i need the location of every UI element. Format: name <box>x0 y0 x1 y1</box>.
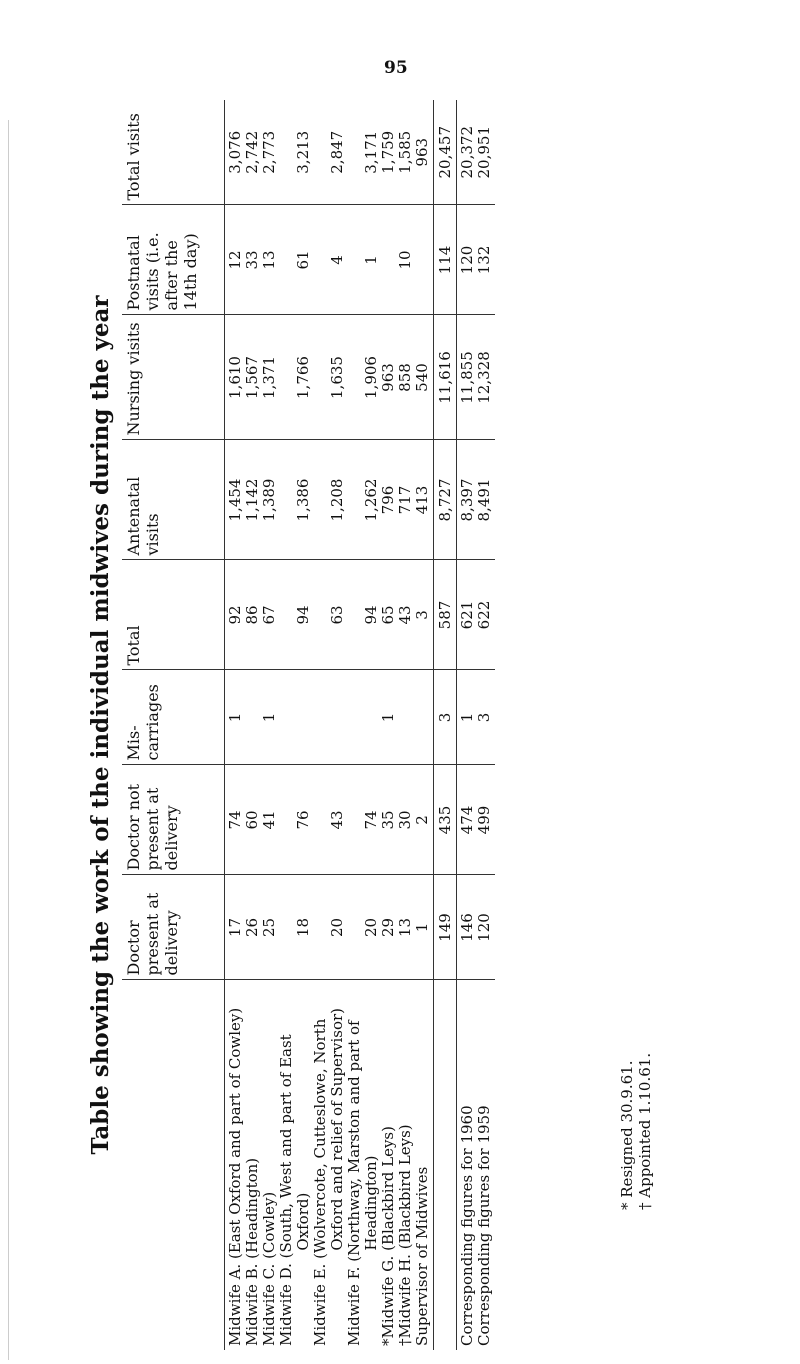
cell: 18 <box>294 917 312 938</box>
cell <box>278 320 295 436</box>
cell <box>346 210 363 311</box>
col-antenatal <box>225 440 434 560</box>
cell: 963 <box>379 363 397 392</box>
row-name: Midwife E. (Wolvercote, Cutteslowe, North <box>311 1018 329 1346</box>
row-name: *Midwife G. (Blackbird Leys) <box>379 1126 397 1346</box>
col-postnatal <box>225 205 434 315</box>
cell: 20 <box>328 917 346 938</box>
cell: 540 <box>413 363 431 392</box>
cell: 622 <box>475 600 493 630</box>
cell: 1,759 <box>379 130 397 174</box>
corresponding-labels <box>457 980 496 1350</box>
cell: 1,208 <box>328 478 346 522</box>
cell: 26 <box>243 917 261 938</box>
header-total: Total <box>122 560 225 670</box>
cell: 43 <box>328 810 346 830</box>
cell: 120 <box>458 245 476 275</box>
cell: 30 <box>396 810 414 830</box>
cell: 1,610 <box>226 356 244 399</box>
cell: 12 <box>226 250 244 270</box>
row-name: Oxford) <box>294 1192 312 1346</box>
cell <box>312 565 329 666</box>
corr-total <box>457 560 496 670</box>
cell: 17 <box>226 917 244 938</box>
cell <box>380 210 397 311</box>
cell: 1,585 <box>396 130 414 174</box>
col-miscarriages <box>225 670 434 765</box>
total-miscarriages: 3 <box>434 670 457 765</box>
cell <box>278 770 295 871</box>
cell: 13 <box>396 917 414 938</box>
cell: 41 <box>260 810 278 830</box>
cell <box>346 675 363 761</box>
row-name: Midwife C. (Cowley) <box>260 1191 278 1346</box>
header-postnatal: Postnatal visits (i.e. after the 14th day) <box>122 205 225 315</box>
cell: 1 <box>379 712 397 723</box>
row-name: †Midwife H. (Blackbird Leys) <box>396 1124 414 1346</box>
cell: 963 <box>413 137 431 167</box>
scan-edge-line <box>8 120 9 1360</box>
row-name: Supervisor of Midwives <box>413 1166 431 1346</box>
cell: 4 <box>328 255 346 265</box>
cell: 1,389 <box>260 478 278 522</box>
header-miscarriages: Mis-carriages <box>122 670 225 765</box>
cell: 29 <box>379 917 397 938</box>
cell: 120 <box>475 913 493 942</box>
cell: 74 <box>226 810 244 830</box>
cell: 1,635 <box>328 356 346 399</box>
cell: 1,371 <box>260 356 278 399</box>
cell: 1,567 <box>243 356 261 399</box>
cell: 1,142 <box>243 478 261 522</box>
cell: 35 <box>379 810 397 830</box>
cell: 61 <box>294 250 312 270</box>
cell: 1,386 <box>294 478 312 522</box>
total-total-visits: 20,457 <box>434 100 457 205</box>
cell: 92 <box>226 605 244 625</box>
footnote-resigned: * Resigned 30.9.61. <box>618 1060 636 1210</box>
cell <box>346 445 363 556</box>
corr-doctor-not-present <box>457 765 496 875</box>
row-name: Midwife B. (Headington) <box>243 1157 261 1346</box>
row-name: Headington) <box>362 1155 380 1346</box>
cell: 10 <box>396 250 414 270</box>
cell: 1,906 <box>362 356 380 399</box>
cell: 717 <box>396 485 414 515</box>
header-nursing: Nursing visits <box>122 315 225 440</box>
cell: 1,454 <box>226 478 244 522</box>
cell <box>312 675 329 761</box>
midwife-rows-block <box>225 100 434 1350</box>
total-doctor-present: 149 <box>434 875 457 980</box>
corr-antenatal <box>457 440 496 560</box>
corr-miscarriages <box>457 670 496 765</box>
cell <box>278 880 295 976</box>
header-antenatal: Antenatal visits <box>122 440 225 560</box>
total-antenatal: 8,727 <box>434 440 457 560</box>
cell: 12,328 <box>475 351 493 404</box>
cell: 25 <box>260 917 278 938</box>
cell: 13 <box>260 250 278 270</box>
row-name: Midwife F. (Northway, Marston and part of <box>345 1020 363 1346</box>
col-name <box>225 980 434 1350</box>
cell <box>397 675 414 761</box>
col-total-visits <box>225 100 434 205</box>
cell: 8,397 <box>458 478 476 522</box>
cell <box>312 210 329 311</box>
total-total: 587 <box>434 560 457 670</box>
totals-row <box>434 100 457 1350</box>
cell: 94 <box>294 605 312 625</box>
cell: 65 <box>379 605 397 625</box>
cell: 2,847 <box>328 130 346 174</box>
cell <box>278 675 295 761</box>
cell <box>295 675 312 761</box>
cell: 33 <box>243 250 261 270</box>
cell <box>346 565 363 666</box>
cell <box>278 104 295 201</box>
cell: 3,213 <box>294 130 312 174</box>
cell: 146 <box>458 913 476 942</box>
cell <box>312 320 329 436</box>
table-caption: Table showing the work of the individual midwives during the year <box>87 295 114 1155</box>
corresponding-label: Corresponding figures for 1960 <box>458 1105 476 1346</box>
cell: 20 <box>362 917 380 938</box>
corr-total-visits <box>457 100 496 205</box>
header-row <box>122 100 225 1350</box>
total-postnatal: 114 <box>434 205 457 315</box>
cell: 94 <box>362 605 380 625</box>
cell: 3,076 <box>226 130 244 174</box>
col-total <box>225 560 434 670</box>
cell: 1 <box>362 255 380 265</box>
cell: 796 <box>379 485 397 515</box>
cell: 76 <box>294 810 312 830</box>
footnotes <box>618 950 658 1210</box>
cell: 1,262 <box>362 478 380 522</box>
rotated-table-block <box>80 100 540 1350</box>
totals-label <box>434 980 457 1350</box>
cell <box>278 210 295 311</box>
cell: 74 <box>362 810 380 830</box>
cell: 2,773 <box>260 130 278 174</box>
cell <box>312 104 329 201</box>
cell: 3 <box>413 610 431 620</box>
cell <box>244 675 261 761</box>
header-doctor-present: Doctor present at delivery <box>122 875 225 980</box>
cell: 20,372 <box>458 126 476 179</box>
header-total-visits: Total visits <box>122 100 225 205</box>
cell: 86 <box>243 605 261 625</box>
cell: 621 <box>458 600 476 630</box>
col-doctor-not-present <box>225 765 434 875</box>
corr-doctor-present <box>457 875 496 980</box>
cell: 8,491 <box>475 478 493 522</box>
col-doctor-present <box>225 875 434 980</box>
cell: 43 <box>396 605 414 625</box>
cell <box>346 880 363 976</box>
cell: 3,171 <box>362 130 380 174</box>
cell: 2,742 <box>243 130 261 174</box>
cell: 1 <box>260 712 278 723</box>
midwives-table <box>122 100 495 1350</box>
header-doctor-not-present: Doctor not present at delivery <box>122 765 225 875</box>
cell: 474 <box>458 805 476 835</box>
cell <box>346 770 363 871</box>
page-number: 95 <box>384 58 408 78</box>
cell: 63 <box>328 605 346 625</box>
cell <box>363 675 380 761</box>
cell <box>329 675 346 761</box>
cell: 413 <box>413 485 431 515</box>
cell: 1,766 <box>294 356 312 399</box>
row-name: Oxford and relief of Supervisor) <box>328 1007 346 1346</box>
corr-postnatal <box>457 205 496 315</box>
cell <box>312 445 329 556</box>
cell: 1 <box>226 712 244 723</box>
cell: 1 <box>458 712 476 723</box>
cell: 20,951 <box>475 126 493 179</box>
cell: 3 <box>475 712 493 723</box>
cell: 11,855 <box>458 351 476 404</box>
corresponding-label: Corresponding figures for 1959 <box>475 1105 493 1346</box>
row-name: Midwife D. (South, West and part of East <box>277 1034 295 1346</box>
cell: 499 <box>475 805 493 835</box>
cell: 60 <box>243 810 261 830</box>
cell <box>312 880 329 976</box>
cell: 858 <box>396 363 414 392</box>
cell <box>414 675 431 761</box>
col-nursing <box>225 315 434 440</box>
corresponding-rows <box>457 100 496 1350</box>
cell: 132 <box>475 245 493 275</box>
cell <box>346 320 363 436</box>
cell <box>346 104 363 201</box>
cell: 67 <box>260 605 278 625</box>
cell: 2 <box>413 815 431 825</box>
cell: 1 <box>413 922 431 933</box>
cell <box>312 770 329 871</box>
total-nursing: 11,616 <box>434 315 457 440</box>
footnote-appointed: † Appointed 1.10.61. <box>636 1052 654 1210</box>
row-name: Midwife A. (East Oxford and part of Cowley) <box>226 1007 244 1346</box>
cell <box>278 565 295 666</box>
total-doctor-not-present: 435 <box>434 765 457 875</box>
header-name <box>122 980 225 1350</box>
cell <box>278 445 295 556</box>
corr-nursing <box>457 315 496 440</box>
cell <box>414 210 431 311</box>
